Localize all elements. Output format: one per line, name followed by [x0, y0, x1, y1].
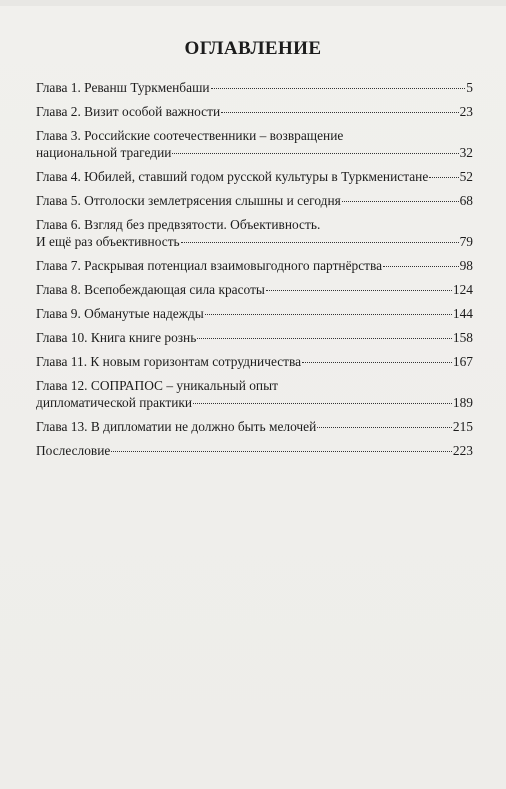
toc-page-number: 79 [459, 234, 473, 249]
toc-entry [36, 257, 473, 274]
toc-entry [36, 442, 473, 459]
toc-page-number: 68 [459, 193, 473, 208]
toc-entry [36, 168, 473, 185]
toc-entry-line [36, 79, 473, 96]
toc-entry-title: И ещё раз объективность [36, 234, 180, 249]
toc-entry-title: Глава 5. Отголоски землетрясения слышны и сегодня [36, 193, 341, 208]
toc-entry [36, 103, 473, 120]
toc-page-number: 189 [452, 395, 473, 410]
table-of-contents [36, 79, 473, 466]
toc-page-number: 223 [452, 443, 473, 458]
toc-page-number: 158 [452, 330, 473, 345]
dot-leader [342, 201, 459, 202]
toc-page-number: 32 [459, 145, 473, 160]
toc-entry-line [36, 192, 473, 209]
page-title: ОГЛАВЛЕНИЕ [184, 38, 322, 59]
toc-entry-line [36, 305, 473, 322]
toc-page-number: 124 [452, 282, 473, 297]
page-top-shadow [0, 0, 506, 6]
toc-page-number: 167 [452, 354, 473, 369]
dot-leader [211, 88, 466, 89]
toc-entry [36, 79, 473, 96]
toc-page-number: 144 [452, 306, 473, 321]
dot-leader [172, 153, 458, 154]
dot-leader [383, 266, 459, 267]
toc-entry-line [36, 353, 473, 370]
dot-leader [221, 112, 458, 113]
dot-leader [266, 290, 452, 291]
toc-entry-title: Глава 10. Книга книге рознь [36, 330, 197, 345]
toc-entry-title: Послесловие [36, 443, 111, 458]
toc-entry-line [36, 168, 473, 185]
toc-entry-line [36, 442, 473, 459]
toc-entry [36, 216, 473, 250]
toc-entry-line [36, 329, 473, 346]
toc-entry-title: Глава 13. В дипломатии не должно быть мелочей [36, 419, 317, 434]
dot-leader [111, 451, 452, 452]
dot-leader [181, 242, 459, 243]
toc-entry [36, 377, 473, 411]
toc-entry-line [36, 144, 473, 161]
toc-entry-title: Глава 9. Обманутые надежды [36, 306, 204, 321]
toc-entry-title-line: Глава 12. СОПРАПОС – уникальный опыт [36, 378, 278, 393]
toc-entry-line [36, 418, 473, 435]
toc-page-number: 215 [452, 419, 473, 434]
toc-entry-title: Глава 4. Юбилей, ставший годом русской культуры в Туркменистане [36, 169, 429, 184]
toc-entry [36, 353, 473, 370]
toc-entry-title-line: Глава 3. Российские соотечественники – возвращение [36, 128, 344, 143]
toc-entry-title: дипломатической практики [36, 395, 193, 410]
toc-entry-title: Глава 11. К новым горизонтам сотрудничества [36, 354, 302, 369]
toc-entry-title-line: Глава 6. Взгляд без предвзятости. Объективность. [36, 217, 321, 232]
toc-entry [36, 305, 473, 322]
dot-leader [429, 177, 458, 178]
toc-entry-line [36, 257, 473, 274]
toc-entry-title: Глава 2. Визит особой важности [36, 104, 221, 119]
toc-page-number: 23 [459, 104, 473, 119]
toc-entry [36, 192, 473, 209]
dot-leader [317, 427, 452, 428]
toc-entry-title: Глава 8. Всепобеждающая сила красоты [36, 282, 265, 297]
toc-entry [36, 329, 473, 346]
toc-entry-title: Глава 1. Реванш Туркменбаши [36, 80, 210, 95]
toc-entry-line [36, 233, 473, 250]
dot-leader [193, 403, 452, 404]
dot-leader [302, 362, 452, 363]
toc-entry-title: национальной трагедии [36, 145, 172, 160]
toc-entry-title: Глава 7. Раскрывая потенциал взаимовыгодного партнёрства [36, 258, 383, 273]
toc-entry [36, 127, 473, 161]
toc-entry-line [36, 281, 473, 298]
toc-entry [36, 281, 473, 298]
toc-entry [36, 418, 473, 435]
dot-leader [197, 338, 452, 339]
dot-leader [205, 314, 452, 315]
toc-page-number: 5 [466, 80, 473, 95]
toc-page-number: 98 [459, 258, 473, 273]
toc-entry-line [36, 394, 473, 411]
toc-entry-line [36, 103, 473, 120]
toc-page-number: 52 [459, 169, 473, 184]
